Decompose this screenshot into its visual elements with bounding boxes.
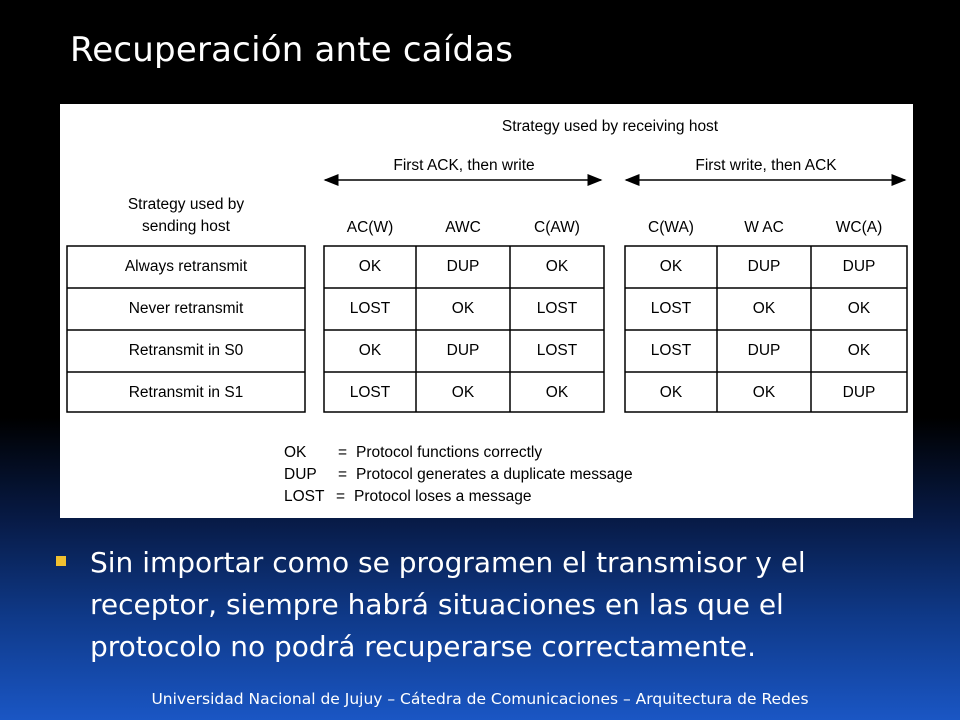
row-label: Retransmit in S1 [128, 384, 244, 401]
outcome-cell: DUP [747, 342, 781, 359]
column-header: W AC [744, 219, 784, 236]
outcome-cell: OK [451, 300, 475, 317]
sending-strategy-header-line2: sending host [142, 218, 230, 235]
legend-row [284, 444, 542, 462]
legend-description: Protocol loses a message [354, 488, 532, 505]
legend-row [284, 466, 633, 484]
column-header: AC(W) [346, 219, 394, 236]
legend-row [284, 488, 531, 506]
outcome-cell: OK [752, 384, 776, 401]
outcome-cell: DUP [842, 384, 876, 401]
slide-footer: Universidad Nacional de Jujuy – Cátedra de Comunicaciones – Arquitectura de Redes [151, 690, 809, 708]
outcome-cell: OK [358, 342, 382, 359]
outcome-cell: LOST [536, 342, 578, 359]
outcome-cell: LOST [536, 300, 578, 317]
outcome-cell: DUP [446, 342, 480, 359]
legend-equals: = [338, 444, 348, 461]
group-left-label: First ACK, then write [393, 157, 535, 174]
legend-key: OK [284, 444, 307, 461]
row-label: Retransmit in S0 [128, 342, 244, 359]
legend-equals: = [336, 488, 346, 505]
bullet-text: Sin importar como se programen el transmisor y el receptor, siempre habrá situaciones en las que el protocolo no podrá recuperarse correctamente. [90, 546, 806, 663]
strategy-figure [60, 104, 913, 518]
outcome-cell: OK [545, 258, 569, 275]
receiving-strategy-header: Strategy used by receiving host [501, 118, 719, 135]
legend-equals: = [338, 466, 348, 483]
outcome-cell: OK [358, 258, 382, 275]
outcome-cell: OK [847, 300, 871, 317]
outcome-cell: OK [659, 384, 683, 401]
outcome-cell: LOST [349, 300, 391, 317]
outcome-cell: LOST [650, 342, 692, 359]
legend-description: Protocol generates a duplicate message [356, 466, 633, 483]
row-label: Always retransmit [124, 258, 248, 275]
outcome-cell: OK [659, 258, 683, 275]
slide-title: Recuperación ante caídas [70, 30, 514, 70]
outcome-cell: OK [545, 384, 569, 401]
group-right-label: First write, then ACK [695, 157, 837, 174]
row-label: Never retransmit [128, 300, 244, 317]
column-header: AWC [445, 219, 481, 236]
outcome-cell: OK [752, 300, 776, 317]
outcome-cell: OK [451, 384, 475, 401]
outcome-cell: DUP [842, 258, 876, 275]
legend-description: Protocol functions correctly [356, 444, 543, 461]
outcome-cell: LOST [349, 384, 391, 401]
column-header: WC(A) [835, 219, 883, 236]
bullet-marker-icon [56, 556, 66, 566]
column-header: C(WA) [648, 219, 694, 236]
outcome-cell: DUP [747, 258, 781, 275]
outcome-cell: LOST [650, 300, 692, 317]
legend-key: LOST [284, 488, 325, 505]
legend-key: DUP [284, 466, 317, 483]
sending-strategy-header-line1: Strategy used by [127, 196, 245, 213]
outcome-cell: DUP [446, 258, 480, 275]
outcome-cell: OK [847, 342, 871, 359]
column-header: C(AW) [534, 219, 580, 236]
